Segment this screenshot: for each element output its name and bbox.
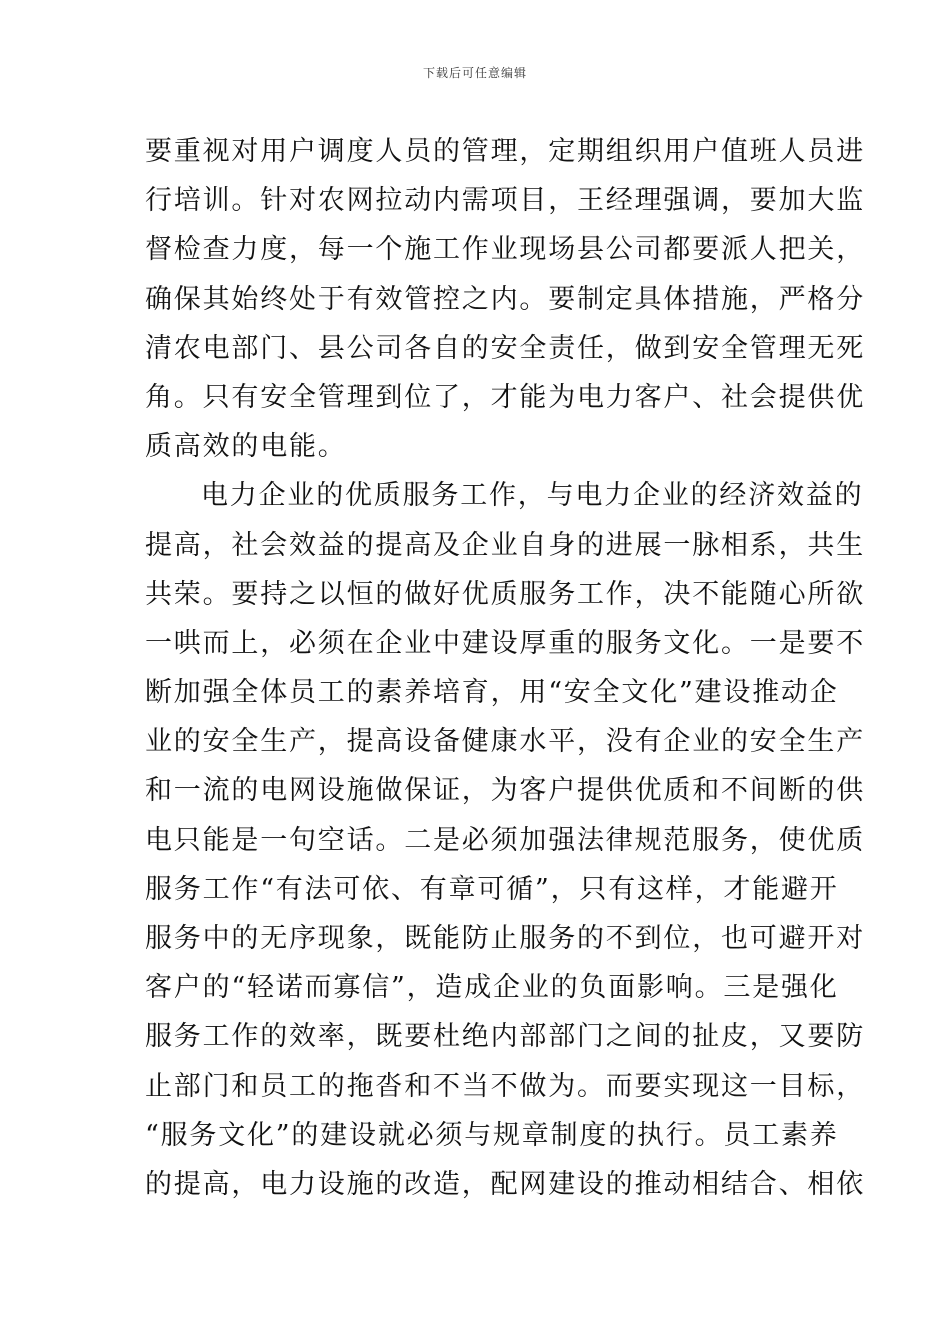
- text-line: 和一流的电网设施做保证，为客户提供优质和不间断的供: [145, 775, 865, 807]
- text-line: 断加强全体员工的素养培育，用“安全文化”建设推动企: [145, 677, 839, 709]
- text-line: 提高，社会效益的提高及企业自身的进展一脉相系，共生: [145, 529, 865, 561]
- text-line: 一哄而上，必须在企业中建设厚重的服务文化。一是要不: [145, 627, 865, 659]
- text-line: 业的安全生产，提高设备健康水平，没有企业的安全生产: [145, 726, 865, 758]
- text-line: 客户的“轻诺而寡信”，造成企业的负面影响。三是强化: [145, 972, 839, 1004]
- text-line: 行培训。针对农网拉动内需项目，王经理强调，要加大监: [145, 185, 865, 217]
- text-line: 质高效的电能。: [145, 431, 347, 463]
- body-text: [145, 127, 865, 1209]
- text-line: 服务中的无序现象，既能防止服务的不到位，也可避开对: [145, 923, 865, 954]
- page-header: 下载后可任意编辑: [422, 66, 527, 80]
- text-line: “服务文化”的建设就必须与规章制度的执行。员工素养: [145, 1119, 839, 1151]
- text-line: 的提高，电力设施的改造，配网建设的推动相结合、相依: [145, 1168, 865, 1200]
- text-line: 角。只有安全管理到位了，才能为电力客户、社会提供优: [145, 381, 865, 413]
- text-line: 确保其始终处于有效管控之内。要制定具体措施，严格分: [145, 283, 865, 315]
- text-line: 督检查力度，每一个施工作业现场县公司都要派人把关，: [145, 234, 865, 266]
- text-line: 电只能是一句空话。二是必须加强法律规范服务，使优质: [145, 824, 865, 856]
- text-line: 清农电部门、县公司各自的安全责任，做到安全管理无死: [145, 332, 865, 364]
- text-line: 共荣。要持之以恒的做好优质服务工作，决不能随心所欲: [145, 578, 865, 610]
- text-line: 服务工作“有法可依、有章可循”，只有这样，才能避开: [145, 873, 839, 905]
- text-line: 要重视对用户调度人员的管理，定期组织用户值班人员进: [145, 136, 865, 167]
- text-line: 服务工作的效率，既要杜绝内部部门之间的扯皮，又要防: [145, 1021, 865, 1053]
- paragraph-start-line: 电力企业的优质服务工作，与电力企业的经济效益的: [201, 480, 864, 512]
- text-line: 止部门和员工的拖沓和不当不做为。而要实现这一目标，: [145, 1070, 865, 1102]
